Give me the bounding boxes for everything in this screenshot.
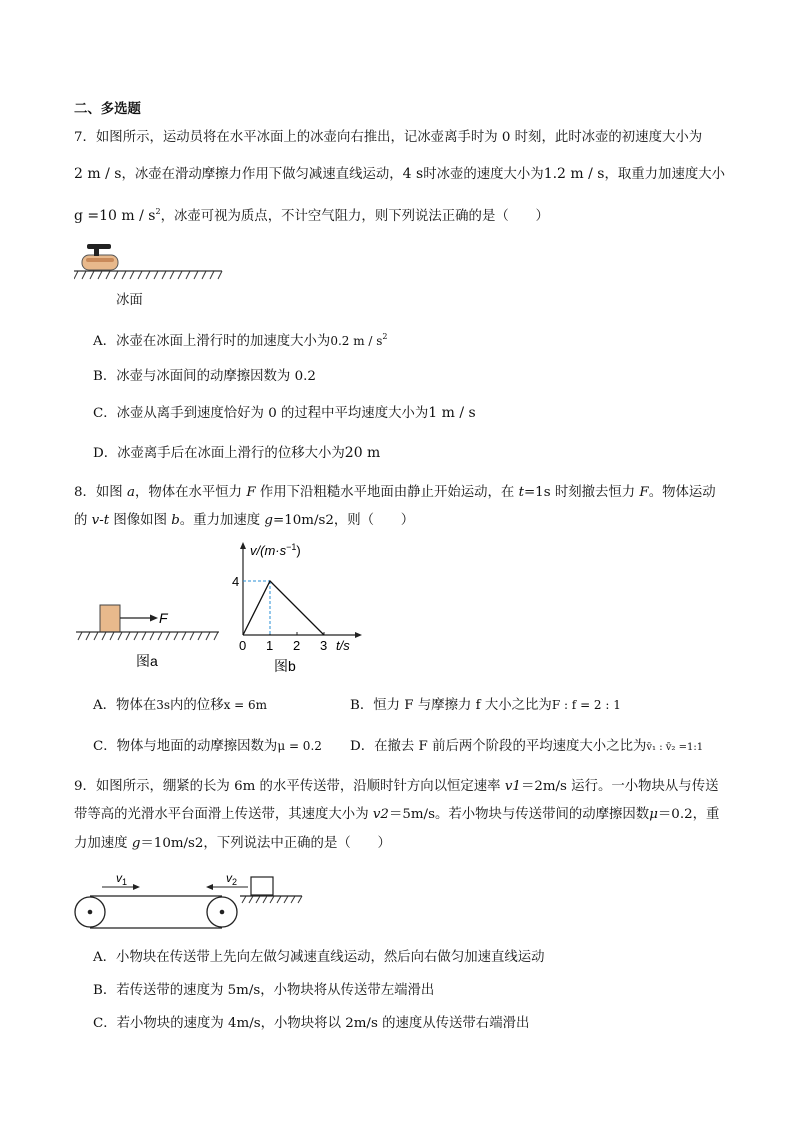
q9-text: ＝5m/s。若小物块与传送带间的动摩擦因数 [388, 807, 650, 822]
y-label-end: ) [296, 543, 301, 558]
option-text: C．冰壶从离手到速度恰好为 0 的过程中平均速度大小为 [93, 406, 429, 421]
q8-var: F [246, 485, 256, 500]
q7-line-1: 7．如图所示，运动员将在水平冰面上的冰壶向右推出，记冰壶离手时为 0 时刻，此时冰壶的初速度大小为 [74, 130, 703, 145]
option-text: D．冰壶离手后在冰面上滑行的位移大小为 [93, 446, 345, 461]
q7-option-d[interactable] [93, 442, 380, 461]
q7-option-b[interactable]: B．冰壶与冰面间的动摩擦因数为 0.2 [93, 369, 316, 384]
small-block [251, 877, 273, 895]
y-label-exp: −1 [286, 542, 297, 552]
x-axis-label: t/s [336, 638, 350, 653]
y-tick-label: 4 [232, 574, 240, 589]
left-axle [88, 910, 93, 915]
v2-label [226, 871, 237, 887]
q9-text: 9．如图所示，绷紧的长为 6m 的水平传送带，沿顺时针方向以恒定速率 [74, 779, 505, 794]
option-equation: F : f = 2 : 1 [551, 698, 621, 712]
option-equation: μ = 0.2 [277, 739, 322, 753]
q8-figure-a [74, 598, 224, 670]
q8-var: b [171, 513, 180, 528]
ground-hatch [74, 271, 222, 279]
option-text: A．冰壶在冰面上滑行时的加速度大小为 [93, 334, 331, 349]
q8-text: 。物体运动 [648, 485, 716, 500]
x-axis-arrow [355, 632, 362, 638]
v1-sub: 1 [122, 877, 128, 887]
option-value: 20 m [344, 445, 381, 461]
q8-text: 的 [74, 513, 92, 528]
option-text: 内的位移 [170, 698, 224, 713]
option-value: 0.2 m / s [330, 334, 383, 348]
q7-line-2 [74, 163, 725, 182]
v1-label [116, 871, 127, 887]
q7-text: 时冰壶的速度大小为 [423, 167, 544, 182]
q8-option-b[interactable] [350, 694, 621, 713]
v2-sub: 2 [232, 877, 238, 887]
q7-initial-speed: 2 m / s [74, 166, 122, 182]
q9-option-a[interactable]: A．小物块在传送带上先向左做匀减速直线运动，然后向右做匀加速直线运动 [93, 950, 545, 965]
velocity-line [243, 581, 324, 635]
x-tick-label: 2 [293, 638, 301, 653]
q8-option-d[interactable] [350, 735, 703, 754]
option-equation: v̄₁ : v̄₂ =1:1 [646, 742, 704, 753]
q7-option-a[interactable] [93, 330, 388, 349]
curling-stone [82, 244, 118, 270]
v1-base: v [116, 871, 122, 885]
q8-option-c[interactable] [93, 735, 322, 754]
q9-line-3 [74, 832, 391, 851]
q8-text: 。重力加速度 [179, 513, 265, 528]
q8-figure-b [228, 538, 368, 678]
ice-label: 冰面 [116, 293, 143, 308]
figure-a-caption: 图a [136, 653, 158, 669]
figure-b-caption: 图b [274, 658, 296, 674]
q8-text: =1s 时刻撤去恒力 [523, 485, 640, 500]
q8-text: =10m/s2，则（ ） [272, 513, 415, 528]
q7-option-c[interactable] [93, 402, 476, 421]
platform-hatch [242, 896, 302, 903]
q7-gravity-exp: 2 [155, 207, 161, 216]
option-value: 1 m / s [428, 405, 476, 421]
section-title: 二、多选题 [74, 101, 141, 117]
q8-text: 图像如图 [109, 513, 172, 528]
q7-gravity: g =10 m / s [74, 208, 156, 224]
x-tick-label: 1 [266, 638, 274, 653]
origin-label: 0 [239, 638, 247, 653]
q7-line-3 [74, 205, 549, 224]
q9-var: v1 [504, 779, 521, 794]
q9-option-b[interactable]: B．若传送带的速度为 5m/s，小物块将从传送带左端滑出 [93, 983, 435, 998]
conveyor-figure [70, 862, 306, 932]
v2-base: v [226, 871, 232, 885]
q8-line-2 [74, 509, 414, 528]
q9-text: 力加速度 [74, 836, 132, 851]
ground-hatch [78, 632, 218, 640]
q7-text: ，取重力加速度大小 [604, 167, 726, 182]
right-axle [220, 910, 225, 915]
option-text: A．物体在 [93, 698, 157, 713]
q9-line-2 [74, 803, 719, 822]
q9-text: ＝0.2，重 [657, 807, 720, 822]
q9-text: ＝10m/s2，下列说法中正确的是（ ） [140, 836, 391, 851]
q8-var: a [126, 485, 135, 500]
q8-text: ，物体在水平恒力 [134, 485, 247, 500]
option-exp: 2 [382, 332, 388, 341]
q8-text: 作用下沿粗糙水平地面由静止开始运动，在 [255, 485, 519, 500]
q9-var: g [131, 836, 141, 851]
y-axis-label [250, 542, 301, 558]
x-tick-label: 3 [320, 638, 328, 653]
option-value: 3s [156, 698, 171, 712]
block [100, 605, 120, 632]
y-label-base: v/(m·s [250, 543, 287, 558]
option-text: D．在撤去 F 前后两个阶段的平均速度大小之比为 [350, 739, 647, 754]
q7-speed: 1.2 m / s [543, 166, 605, 182]
option-equation: x = 6m [223, 698, 268, 712]
q9-option-c[interactable]: C．若小物块的速度为 4m/s，小物块将以 2m/s 的速度从传送带右端滑出 [93, 1016, 530, 1031]
q9-line-1 [74, 775, 718, 794]
option-text: C．物体与地面的动摩擦因数为 [93, 739, 278, 754]
q9-text: 带等高的光滑水平台面滑上传送带，其速度大小为 [74, 807, 373, 822]
q8-text: 8．如图 [74, 485, 127, 500]
force-label: F [159, 610, 168, 626]
q7-time: 4 s [402, 166, 424, 182]
option-text: B．恒力 F 与摩擦力 f 大小之比为 [350, 698, 552, 713]
q7-text: ，冰壶在滑动摩擦力作用下做匀减速直线运动， [121, 167, 403, 182]
q8-var: v-t [91, 513, 110, 528]
q9-var: v2 [372, 807, 389, 822]
q8-var: F [639, 485, 649, 500]
q8-line-1 [74, 481, 716, 500]
q9-var: μ [649, 807, 658, 822]
v2-arrowhead [206, 884, 213, 890]
v1-arrowhead [133, 884, 140, 890]
q7-text: ，冰壶可视为质点，不计空气阻力，则下列说法正确的是（ ） [160, 209, 549, 224]
curling-figure [74, 238, 234, 288]
q8-option-a[interactable] [93, 694, 267, 713]
q9-text: ＝2m/s 运行。一小物块从与传送 [520, 779, 719, 794]
y-axis-arrow [240, 542, 246, 549]
force-arrowhead [150, 615, 158, 622]
q8-var: t [518, 485, 524, 500]
q8-var: g [264, 513, 273, 528]
